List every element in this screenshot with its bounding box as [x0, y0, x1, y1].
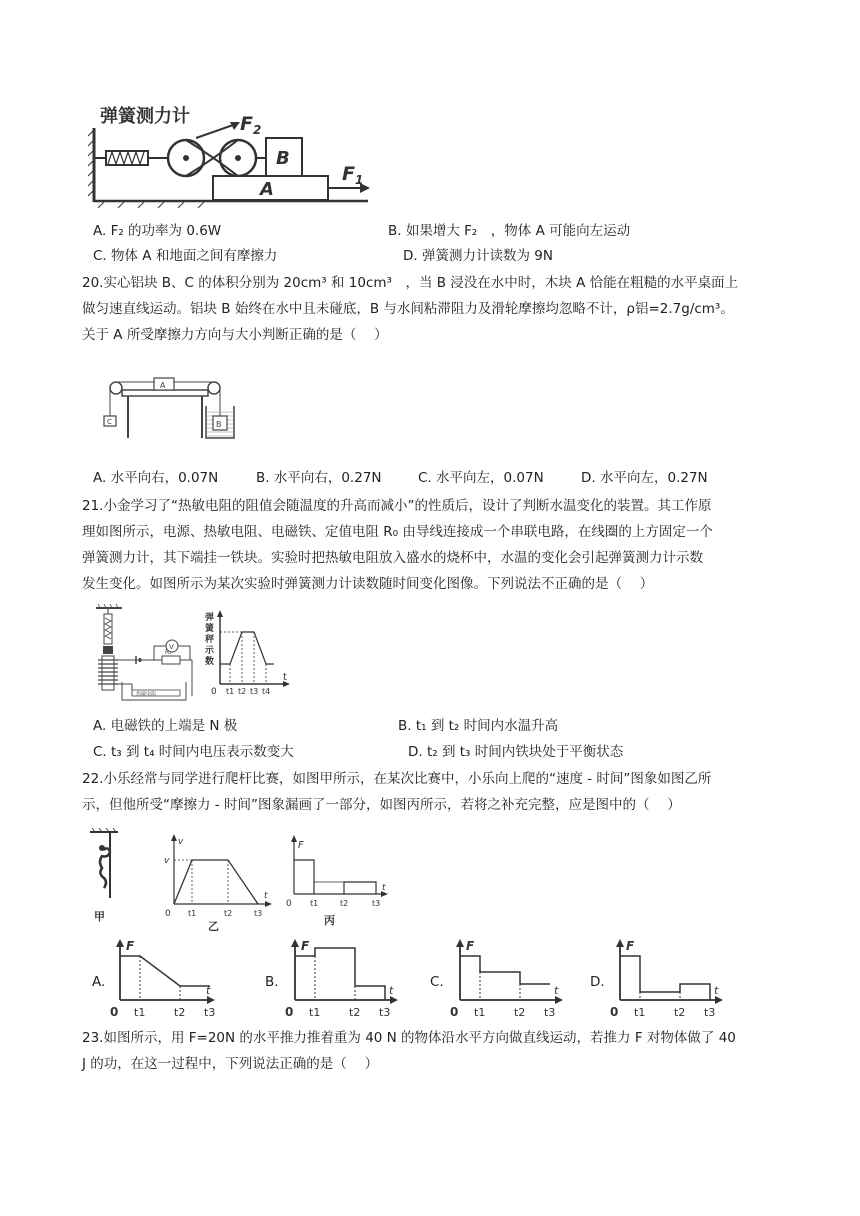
q22-choice-b-label: B. — [265, 974, 279, 990]
q21-option-a: A. 电磁铁的上端是 N 极 — [93, 718, 238, 734]
q20-fig-block-a: A — [160, 381, 166, 390]
q22-bing-tick-t3: t3 — [372, 899, 381, 908]
q21-text-line4: 发生变化。如图所示为某次实验时弹簧测力计读数随时间变化图像。下列说法不正确的是（ ） — [82, 576, 654, 592]
q21-graph-tlabel: t — [283, 672, 287, 683]
q22-c-axis-t: t — [554, 984, 559, 997]
q22-b-tick-t2: t2 — [349, 1006, 361, 1019]
q22-choice-c-label: C. — [430, 974, 444, 990]
q22-choice-c-graph — [450, 936, 566, 1020]
q19-option-a: A. F₂ 的功率为 0.6W — [93, 223, 222, 239]
q22-text-line1: 22.小乐经常与同学进行爬杆比赛，如图甲所示，在某次比赛中，小乐向上爬的“速度 - 时间”图象如图乙所 — [82, 771, 712, 787]
q22-bing-tick-t1: t1 — [310, 899, 319, 908]
q19-figure — [88, 100, 373, 210]
q22-graph-yi — [158, 832, 276, 932]
q22-b-zero: 0 — [285, 1005, 294, 1019]
q21-graph — [200, 608, 296, 698]
q19-fig-block-a: A — [260, 179, 274, 200]
q21-graph-ylabel: 弹簧秤示数 — [203, 612, 213, 667]
q22-a-tick-t1: t1 — [134, 1006, 146, 1019]
q22-a-tick-t3: t3 — [204, 1006, 216, 1019]
q22-bing-zero: 0 — [286, 899, 292, 909]
q22-choice-b-graph — [285, 936, 401, 1020]
q22-d-axis-f: F — [626, 939, 635, 953]
q21-fig-resistor: R₁ — [165, 649, 172, 656]
q21-option-c: C. t₃ 到 t₄ 时间内电压表示数变大 — [93, 744, 294, 760]
q22-a-axis-t: t — [206, 984, 211, 997]
q19-fig-f2-label: $F_2$ — [240, 113, 262, 137]
q22-choice-d-label: D. — [590, 974, 605, 990]
q21-text-line1: 21.小金学习了“热敏电阻的阻值会随温度的升高而减小”的性质后，设计了判断水温变化的装置。其工作原 — [82, 498, 712, 514]
q22-yi-zero: 0 — [165, 909, 171, 919]
q22-choice-d-graph — [610, 936, 726, 1020]
q20-text-line1: 20.实心铝块 B、C 的体积分别为 20cm³ 和 10cm³ ，当 B 浸没在水中时，木块 A 恰能在粗糙的水平桌面上 — [82, 275, 739, 291]
q20-option-b: B. 水平向右，0.27N — [256, 470, 382, 486]
q22-yi-axis-v: v — [178, 837, 184, 847]
q22-c-axis-f: F — [466, 939, 475, 953]
q21-option-d: D. t₂ 到 t₃ 时间内铁块处于平衡状态 — [408, 744, 624, 760]
q22-b-tick-t3: t3 — [379, 1006, 391, 1019]
q20-fig-block-b: B — [216, 420, 222, 429]
q22-bing-axis-f: F — [298, 840, 304, 851]
q22-d-tick-t2: t2 — [674, 1006, 686, 1019]
q20-option-c: C. 水平向左，0.07N — [418, 470, 544, 486]
q22-choice-a-graph — [110, 936, 218, 1020]
q21-text-line2: 理如图所示，电源、热敏电阻、电磁铁、定值电阻 R₀ 由导线连接成一个串联电路，在线圈的上方固定一个 — [82, 524, 713, 540]
q22-d-zero: 0 — [610, 1005, 619, 1019]
q19-option-b: B. 如果增大 F₂ ，物体 A 可能向左运动 — [388, 223, 631, 239]
q23-text-line1: 23.如图所示，用 F=20N 的水平推力推着重为 40 N 的物体沿水平方向做直线运动，若推力 F 对物体做了 40 — [82, 1030, 736, 1046]
q20-figure — [100, 372, 240, 442]
q19-spring-scale-label: 弹簧测力计 — [100, 106, 190, 127]
q22-c-tick-t2: t2 — [514, 1006, 526, 1019]
q21-graph-tick-t3: t3 — [250, 687, 259, 696]
q22-label-yi: 乙 — [208, 920, 219, 932]
q22-bing-axis-t: t — [382, 883, 386, 893]
q22-d-tick-t3: t3 — [704, 1006, 716, 1019]
q22-d-axis-t: t — [714, 984, 719, 997]
q23-text-line2: J 的功，在这一过程中，下列说法正确的是（ ） — [82, 1056, 379, 1072]
q22-text-line2: 示，但他所受“摩擦力 - 时间”图象漏画了一部分，如图丙所示，若将之补充完整，应是图中的（ ） — [82, 797, 681, 813]
q21-fig-thermistor: 热敏电阻 — [136, 691, 157, 698]
q22-d-tick-t1: t1 — [634, 1006, 646, 1019]
q19-fig-block-b: B — [276, 148, 290, 169]
q19-option-d: D. 弹簧测力计读数为 9N — [403, 248, 553, 264]
q20-option-d: D. 水平向左，0.27N — [581, 470, 708, 486]
q22-a-zero: 0 — [110, 1005, 119, 1019]
q22-c-tick-t3: t3 — [544, 1006, 556, 1019]
q22-graph-bing — [284, 832, 392, 932]
q22-yi-axis-t: t — [264, 891, 268, 901]
q22-yi-ytick-v: v — [164, 856, 170, 866]
q21-graph-tick-t4: t4 — [262, 687, 271, 696]
q21-graph-zero: 0 — [211, 687, 217, 697]
q22-b-axis-f: F — [301, 939, 310, 953]
q21-option-b: B. t₁ 到 t₂ 时间内水温升高 — [398, 718, 559, 734]
q22-b-tick-t1: t1 — [309, 1006, 321, 1019]
q21-text-line3: 弹簧测力计，其下端挂一铁块。实验时把热敏电阻放入盛水的烧杯中，水温的变化会引起弹簧测力计示数 — [82, 550, 703, 566]
q22-c-zero: 0 — [450, 1005, 459, 1019]
q21-fig-voltmeter: V — [169, 643, 174, 651]
q22-figure-jia — [88, 828, 134, 924]
q20-text-line2: 做匀速直线运动。铝块 B 始终在水中且未碰底，B 与水间粘滞阻力及滑轮摩擦均忽略不计，ρ铝=2.7g/cm³。 — [82, 301, 734, 317]
q22-label-bing: 丙 — [324, 914, 335, 927]
q22-yi-tick-t2: t2 — [224, 909, 233, 918]
q22-c-tick-t1: t1 — [474, 1006, 486, 1019]
q22-yi-tick-t1: t1 — [188, 909, 197, 918]
q22-b-axis-t: t — [389, 984, 394, 997]
q22-bing-tick-t2: t2 — [340, 899, 349, 908]
q19-fig-f1-label: $F_1$ — [342, 163, 364, 187]
q22-label-jia: 甲 — [94, 910, 105, 923]
q22-choice-a-label: A. — [92, 974, 106, 990]
q21-graph-tick-t2: t2 — [238, 687, 247, 696]
q22-yi-tick-t3: t3 — [254, 909, 263, 918]
q22-a-tick-t2: t2 — [174, 1006, 186, 1019]
q20-text-line3: 关于 A 所受摩擦力方向与大小判断正确的是（ ） — [82, 327, 388, 343]
q20-fig-block-c: C — [107, 418, 112, 426]
q22-a-axis-f: F — [126, 939, 135, 953]
q19-option-c: C. 物体 A 和地面之间有摩擦力 — [93, 248, 278, 264]
q21-circuit-figure — [92, 604, 202, 702]
q21-graph-tick-t1: t1 — [226, 687, 235, 696]
q20-option-a: A. 水平向右，0.07N — [93, 470, 219, 486]
